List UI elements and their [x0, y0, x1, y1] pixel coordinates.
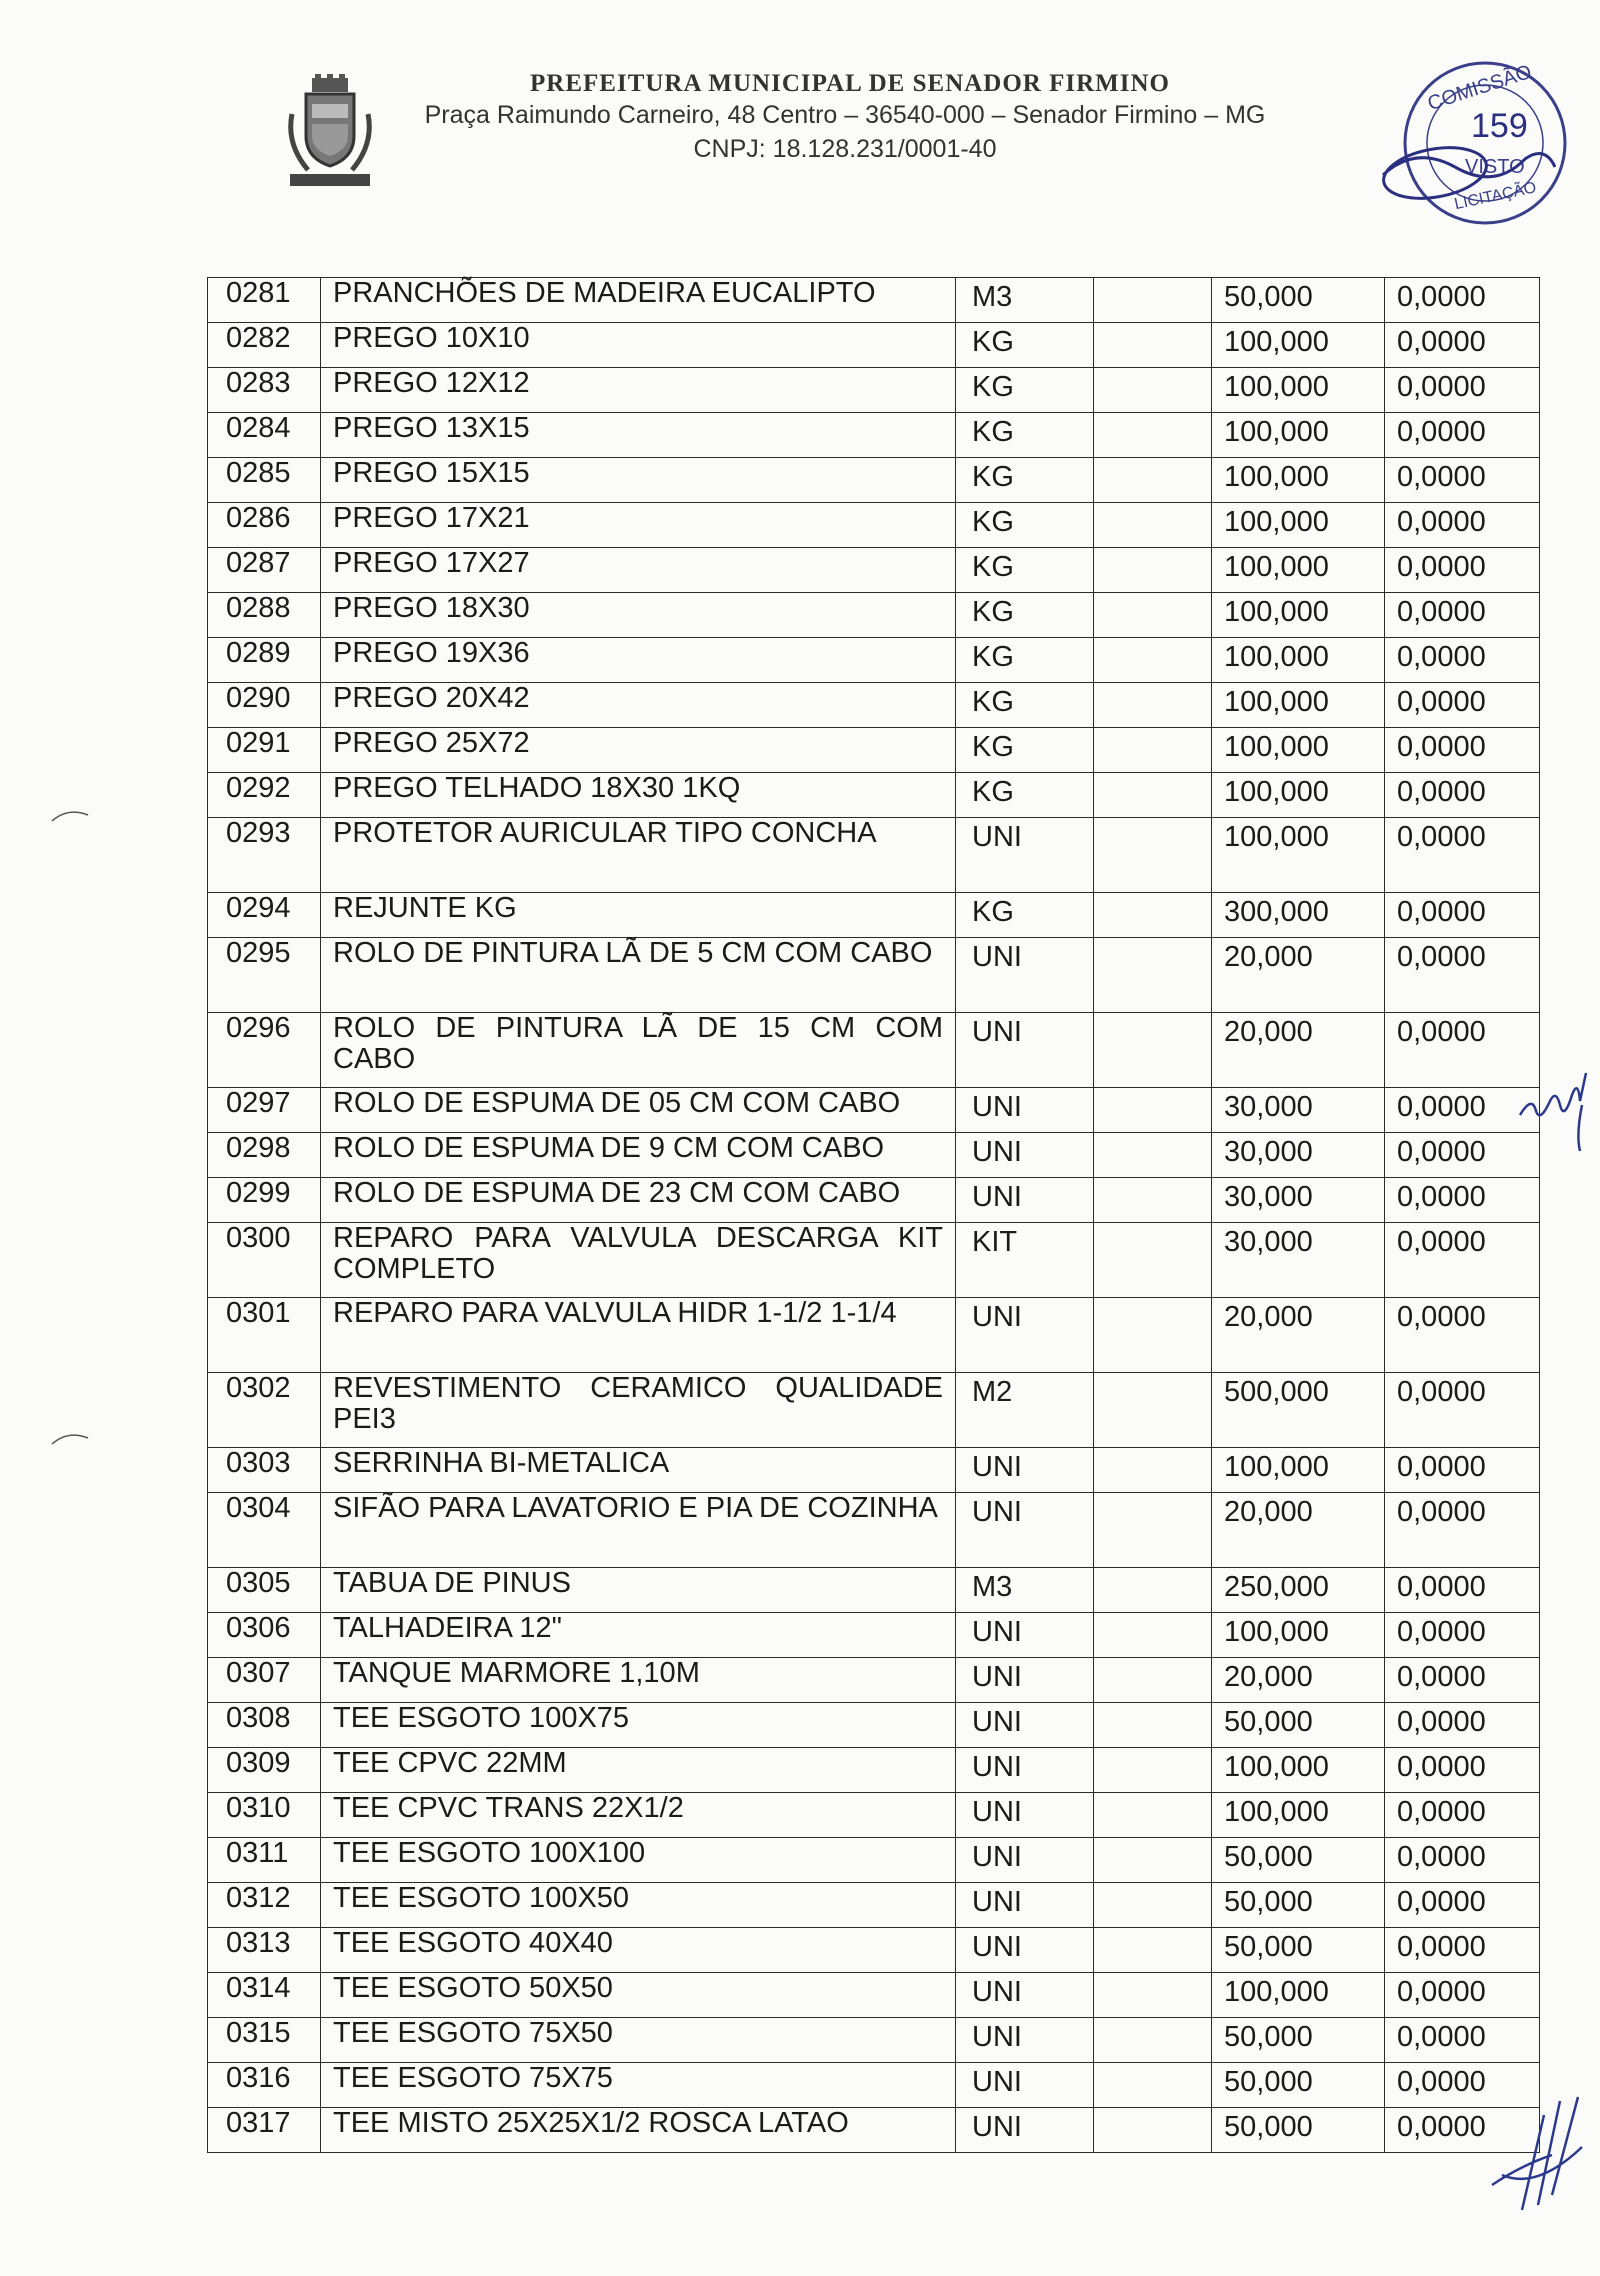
- item-unit-cell: KG: [956, 893, 1094, 938]
- item-price-cell: 0,0000: [1385, 323, 1540, 368]
- empty-cell: [1094, 1448, 1212, 1493]
- item-price-cell: 0,0000: [1385, 818, 1540, 893]
- item-quantity-cell: 50,000: [1212, 1703, 1385, 1748]
- table-row: [208, 1928, 1540, 1973]
- item-unit-cell: KIT: [956, 1223, 1094, 1298]
- item-quantity-cell: 100,000: [1212, 413, 1385, 458]
- item-price-cell: 0,0000: [1385, 2018, 1540, 2063]
- item-quantity-cell: 30,000: [1212, 1088, 1385, 1133]
- empty-cell: [1094, 683, 1212, 728]
- empty-cell: [1094, 2018, 1212, 2063]
- item-code-cell: 0284: [208, 413, 321, 458]
- item-description-cell: TEE CPVC TRANS 22X1/2: [321, 1793, 956, 1838]
- item-price-cell: 0,0000: [1385, 1838, 1540, 1883]
- table-row: [208, 278, 1540, 323]
- item-unit-cell: KG: [956, 773, 1094, 818]
- item-description-cell: PREGO TELHADO 18X30 1KQ: [321, 773, 956, 818]
- item-code-cell: 0316: [208, 2063, 321, 2108]
- item-price-cell: 0,0000: [1385, 938, 1540, 1013]
- item-quantity-cell: 100,000: [1212, 683, 1385, 728]
- table-row: [208, 368, 1540, 413]
- item-code-cell: 0281: [208, 278, 321, 323]
- table-row: [208, 1373, 1540, 1448]
- item-quantity-cell: 20,000: [1212, 1013, 1385, 1088]
- item-unit-cell: UNI: [956, 1658, 1094, 1703]
- item-quantity-cell: 250,000: [1212, 1568, 1385, 1613]
- item-description-cell: PREGO 17X27: [321, 548, 956, 593]
- table-row: [208, 893, 1540, 938]
- item-code-cell: 0293: [208, 818, 321, 893]
- item-description-cell: PREGO 25X72: [321, 728, 956, 773]
- item-unit-cell: UNI: [956, 2108, 1094, 2153]
- item-price-cell: 0,0000: [1385, 728, 1540, 773]
- empty-cell: [1094, 1298, 1212, 1373]
- item-unit-cell: KG: [956, 503, 1094, 548]
- table-row: [208, 1838, 1540, 1883]
- table-row: [208, 2063, 1540, 2108]
- empty-cell: [1094, 938, 1212, 1013]
- coat-of-arms-icon: [282, 74, 378, 192]
- item-unit-cell: UNI: [956, 938, 1094, 1013]
- item-quantity-cell: 50,000: [1212, 1838, 1385, 1883]
- empty-cell: [1094, 638, 1212, 683]
- address-line: Praça Raimundo Carneiro, 48 Centro – 36540-000 – Senador Firmino – MG: [424, 101, 1266, 129]
- item-description-cell: TEE ESGOTO 50X50: [321, 1973, 956, 2018]
- item-unit-cell: KG: [956, 323, 1094, 368]
- item-price-cell: 0,0000: [1385, 278, 1540, 323]
- table-row: [208, 1013, 1540, 1088]
- item-description-cell: PRANCHÕES DE MADEIRA EUCALIPTO: [321, 278, 956, 323]
- item-quantity-cell: 20,000: [1212, 1658, 1385, 1703]
- item-code-cell: 0311: [208, 1838, 321, 1883]
- empty-cell: [1094, 773, 1212, 818]
- item-unit-cell: UNI: [956, 1493, 1094, 1568]
- empty-cell: [1094, 1658, 1212, 1703]
- item-price-cell: 0,0000: [1385, 683, 1540, 728]
- table-row: [208, 323, 1540, 368]
- empty-cell: [1094, 1928, 1212, 1973]
- item-unit-cell: M2: [956, 1373, 1094, 1448]
- item-quantity-cell: 30,000: [1212, 1178, 1385, 1223]
- item-description-cell: PREGO 10X10: [321, 323, 956, 368]
- empty-cell: [1094, 548, 1212, 593]
- empty-cell: [1094, 893, 1212, 938]
- item-price-cell: 0,0000: [1385, 1883, 1540, 1928]
- item-price-cell: 0,0000: [1385, 593, 1540, 638]
- item-code-cell: 0302: [208, 1373, 321, 1448]
- item-code-cell: 0297: [208, 1088, 321, 1133]
- item-description-cell: TANQUE MARMORE 1,10M: [321, 1658, 956, 1703]
- empty-cell: [1094, 1178, 1212, 1223]
- item-unit-cell: KG: [956, 593, 1094, 638]
- item-quantity-cell: 30,000: [1212, 1133, 1385, 1178]
- item-price-cell: 0,0000: [1385, 368, 1540, 413]
- item-code-cell: 0301: [208, 1298, 321, 1373]
- item-unit-cell: UNI: [956, 1883, 1094, 1928]
- empty-cell: [1094, 728, 1212, 773]
- table-row: [208, 548, 1540, 593]
- item-quantity-cell: 100,000: [1212, 593, 1385, 638]
- item-code-cell: 0305: [208, 1568, 321, 1613]
- empty-cell: [1094, 368, 1212, 413]
- empty-cell: [1094, 818, 1212, 893]
- item-price-cell: 0,0000: [1385, 893, 1540, 938]
- item-price-cell: 0,0000: [1385, 1178, 1540, 1223]
- item-quantity-cell: 20,000: [1212, 1493, 1385, 1568]
- item-description-cell: TEE ESGOTO 100X100: [321, 1838, 956, 1883]
- item-quantity-cell: 100,000: [1212, 773, 1385, 818]
- item-description-cell: PREGO 20X42: [321, 683, 956, 728]
- item-quantity-cell: 100,000: [1212, 323, 1385, 368]
- item-description-cell: REPARO PARA VALVULA HIDR 1-1/2 1-1/4: [321, 1298, 956, 1373]
- empty-cell: [1094, 1703, 1212, 1748]
- item-description-cell: PREGO 12X12: [321, 368, 956, 413]
- empty-cell: [1094, 1088, 1212, 1133]
- letterhead: [0, 70, 1600, 166]
- table-row: [208, 773, 1540, 818]
- item-description-cell: TEE CPVC 22MM: [321, 1748, 956, 1793]
- item-price-cell: 0,0000: [1385, 1088, 1540, 1133]
- item-price-cell: 0,0000: [1385, 1793, 1540, 1838]
- item-unit-cell: KG: [956, 368, 1094, 413]
- table-row: [208, 1178, 1540, 1223]
- item-quantity-cell: 100,000: [1212, 458, 1385, 503]
- item-quantity-cell: 100,000: [1212, 728, 1385, 773]
- item-unit-cell: UNI: [956, 818, 1094, 893]
- item-code-cell: 0287: [208, 548, 321, 593]
- item-price-cell: 0,0000: [1385, 1658, 1540, 1703]
- empty-cell: [1094, 1223, 1212, 1298]
- item-code-cell: 0309: [208, 1748, 321, 1793]
- table-row: [208, 638, 1540, 683]
- item-price-cell: 0,0000: [1385, 2063, 1540, 2108]
- item-unit-cell: UNI: [956, 1748, 1094, 1793]
- item-description-cell: TALHADEIRA 12": [321, 1613, 956, 1658]
- item-code-cell: 0283: [208, 368, 321, 413]
- empty-cell: [1094, 1793, 1212, 1838]
- item-code-cell: 0295: [208, 938, 321, 1013]
- svg-text:159: 159: [1471, 107, 1528, 145]
- item-unit-cell: UNI: [956, 1088, 1094, 1133]
- item-code-cell: 0313: [208, 1928, 321, 1973]
- item-description-cell: ROLO DE PINTURA LÃ DE 15 CM COM CABO: [321, 1013, 956, 1088]
- item-unit-cell: UNI: [956, 2063, 1094, 2108]
- empty-cell: [1094, 413, 1212, 458]
- item-description-cell: TEE ESGOTO 75X50: [321, 2018, 956, 2063]
- item-code-cell: 0306: [208, 1613, 321, 1658]
- item-quantity-cell: 50,000: [1212, 2108, 1385, 2153]
- item-unit-cell: KG: [956, 458, 1094, 503]
- item-description-cell: REPARO PARA VALVULA DESCARGA KIT COMPLETO: [321, 1223, 956, 1298]
- item-price-cell: 0,0000: [1385, 1373, 1540, 1448]
- item-code-cell: 0312: [208, 1883, 321, 1928]
- empty-cell: [1094, 1613, 1212, 1658]
- items-table-body: [208, 278, 1540, 2153]
- empty-cell: [1094, 1973, 1212, 2018]
- item-code-cell: 0308: [208, 1703, 321, 1748]
- item-description-cell: TEE MISTO 25X25X1/2 ROSCA LATAO: [321, 2108, 956, 2153]
- item-description-cell: PREGO 13X15: [321, 413, 956, 458]
- table-row: [208, 1793, 1540, 1838]
- item-description-cell: ROLO DE PINTURA LÃ DE 5 CM COM CABO: [321, 938, 956, 1013]
- table-row: [208, 1223, 1540, 1298]
- table-row: [208, 2018, 1540, 2063]
- item-quantity-cell: 50,000: [1212, 1883, 1385, 1928]
- svg-text:COMISSÃO: COMISSÃO: [1424, 60, 1535, 116]
- item-unit-cell: UNI: [956, 1613, 1094, 1658]
- item-description-cell: ROLO DE ESPUMA DE 9 CM COM CABO: [321, 1133, 956, 1178]
- item-price-cell: 0,0000: [1385, 773, 1540, 818]
- item-unit-cell: UNI: [956, 1178, 1094, 1223]
- item-code-cell: 0286: [208, 503, 321, 548]
- item-code-cell: 0304: [208, 1493, 321, 1568]
- item-price-cell: 0,0000: [1385, 638, 1540, 683]
- item-unit-cell: KG: [956, 548, 1094, 593]
- empty-cell: [1094, 1568, 1212, 1613]
- table-row: [208, 1973, 1540, 2018]
- item-quantity-cell: 500,000: [1212, 1373, 1385, 1448]
- item-quantity-cell: 100,000: [1212, 503, 1385, 548]
- item-code-cell: 0282: [208, 323, 321, 368]
- item-quantity-cell: 50,000: [1212, 278, 1385, 323]
- item-price-cell: 0,0000: [1385, 1568, 1540, 1613]
- item-code-cell: 0285: [208, 458, 321, 503]
- empty-cell: [1094, 1493, 1212, 1568]
- item-quantity-cell: 50,000: [1212, 1928, 1385, 1973]
- item-description-cell: TEE ESGOTO 100X50: [321, 1883, 956, 1928]
- empty-cell: [1094, 1013, 1212, 1088]
- item-description-cell: PREGO 19X36: [321, 638, 956, 683]
- empty-cell: [1094, 1883, 1212, 1928]
- item-description-cell: PREGO 15X15: [321, 458, 956, 503]
- item-unit-cell: UNI: [956, 2018, 1094, 2063]
- item-description-cell: TEE ESGOTO 100X75: [321, 1703, 956, 1748]
- empty-cell: [1094, 1838, 1212, 1883]
- item-unit-cell: M3: [956, 278, 1094, 323]
- table-row: [208, 1613, 1540, 1658]
- item-description-cell: REJUNTE KG: [321, 893, 956, 938]
- table-row: [208, 1658, 1540, 1703]
- item-description-cell: TABUA DE PINUS: [321, 1568, 956, 1613]
- item-price-cell: 0,0000: [1385, 458, 1540, 503]
- empty-cell: [1094, 278, 1212, 323]
- item-quantity-cell: 100,000: [1212, 368, 1385, 413]
- item-description-cell: PROTETOR AURICULAR TIPO CONCHA: [321, 818, 956, 893]
- item-description-cell: ROLO DE ESPUMA DE 05 CM COM CABO: [321, 1088, 956, 1133]
- table-row: [208, 593, 1540, 638]
- item-quantity-cell: 300,000: [1212, 893, 1385, 938]
- item-code-cell: 0292: [208, 773, 321, 818]
- table-row: [208, 728, 1540, 773]
- table-row: [208, 1883, 1540, 1928]
- item-quantity-cell: 20,000: [1212, 1298, 1385, 1373]
- item-unit-cell: KG: [956, 728, 1094, 773]
- table-row: [208, 938, 1540, 1013]
- item-quantity-cell: 30,000: [1212, 1223, 1385, 1298]
- item-unit-cell: UNI: [956, 1703, 1094, 1748]
- item-price-cell: 0,0000: [1385, 1973, 1540, 2018]
- empty-cell: [1094, 1748, 1212, 1793]
- table-row: [208, 818, 1540, 893]
- item-price-cell: 0,0000: [1385, 413, 1540, 458]
- table-row: [208, 1448, 1540, 1493]
- item-price-cell: 0,0000: [1385, 1493, 1540, 1568]
- item-price-cell: 0,0000: [1385, 1613, 1540, 1658]
- empty-cell: [1094, 2108, 1212, 2153]
- item-quantity-cell: 100,000: [1212, 1613, 1385, 1658]
- item-code-cell: 0299: [208, 1178, 321, 1223]
- table-row: [208, 683, 1540, 728]
- item-price-cell: 0,0000: [1385, 1928, 1540, 1973]
- commission-stamp-icon: [1375, 55, 1580, 230]
- svg-text:VISTO: VISTO: [1465, 156, 1525, 178]
- item-price-cell: 0,0000: [1385, 1298, 1540, 1373]
- item-code-cell: 0303: [208, 1448, 321, 1493]
- item-unit-cell: KG: [956, 638, 1094, 683]
- table-row: [208, 503, 1540, 548]
- item-quantity-cell: 100,000: [1212, 1448, 1385, 1493]
- table-row: [208, 1703, 1540, 1748]
- item-price-cell: 0,0000: [1385, 1703, 1540, 1748]
- item-price-cell: 0,0000: [1385, 1448, 1540, 1493]
- item-unit-cell: UNI: [956, 1013, 1094, 1088]
- svg-text:LICITAÇÃO: LICITAÇÃO: [1452, 179, 1538, 214]
- item-description-cell: ROLO DE ESPUMA DE 23 CM COM CABO: [321, 1178, 956, 1223]
- table-row: [208, 2108, 1540, 2153]
- item-quantity-cell: 50,000: [1212, 2063, 1385, 2108]
- margin-mark-icon: [50, 805, 90, 825]
- item-code-cell: 0296: [208, 1013, 321, 1088]
- item-code-cell: 0307: [208, 1658, 321, 1703]
- item-quantity-cell: 100,000: [1212, 1748, 1385, 1793]
- item-quantity-cell: 100,000: [1212, 1973, 1385, 2018]
- table-row: [208, 1568, 1540, 1613]
- item-unit-cell: UNI: [956, 1973, 1094, 2018]
- item-unit-cell: UNI: [956, 1448, 1094, 1493]
- item-code-cell: 0288: [208, 593, 321, 638]
- empty-cell: [1094, 2063, 1212, 2108]
- item-code-cell: 0300: [208, 1223, 321, 1298]
- item-description-cell: TEE ESGOTO 75X75: [321, 2063, 956, 2108]
- item-description-cell: PREGO 18X30: [321, 593, 956, 638]
- initials-signature-icon: [1516, 1065, 1596, 1155]
- item-quantity-cell: 100,000: [1212, 818, 1385, 893]
- table-row: [208, 413, 1540, 458]
- empty-cell: [1094, 458, 1212, 503]
- item-code-cell: 0315: [208, 2018, 321, 2063]
- item-price-cell: 0,0000: [1385, 1223, 1540, 1298]
- item-unit-cell: UNI: [956, 1928, 1094, 1973]
- cnpj-line: CNPJ: 18.128.231/0001-40: [693, 135, 997, 163]
- item-price-cell: 0,0000: [1385, 1013, 1540, 1088]
- item-price-cell: 0,0000: [1385, 1133, 1540, 1178]
- margin-mark-icon: [50, 1428, 90, 1448]
- item-unit-cell: UNI: [956, 1133, 1094, 1178]
- item-code-cell: 0314: [208, 1973, 321, 2018]
- empty-cell: [1094, 323, 1212, 368]
- item-code-cell: 0310: [208, 1793, 321, 1838]
- item-description-cell: SERRINHA BI-METALICA: [321, 1448, 956, 1493]
- item-unit-cell: KG: [956, 683, 1094, 728]
- item-quantity-cell: 100,000: [1212, 1793, 1385, 1838]
- item-description-cell: TEE ESGOTO 40X40: [321, 1928, 956, 1973]
- item-description-cell: SIFÃO PARA LAVATORIO E PIA DE COZINHA: [321, 1493, 956, 1568]
- empty-cell: [1094, 1373, 1212, 1448]
- empty-cell: [1094, 1133, 1212, 1178]
- municipality-title: PREFEITURA MUNICIPAL DE SENADOR FIRMINO: [530, 70, 1170, 97]
- item-unit-cell: UNI: [956, 1298, 1094, 1373]
- item-quantity-cell: 100,000: [1212, 548, 1385, 593]
- item-code-cell: 0294: [208, 893, 321, 938]
- item-quantity-cell: 50,000: [1212, 2018, 1385, 2063]
- item-code-cell: 0290: [208, 683, 321, 728]
- item-price-cell: 0,0000: [1385, 548, 1540, 593]
- table-row: [208, 1298, 1540, 1373]
- table-row: [208, 458, 1540, 503]
- table-row: [208, 1088, 1540, 1133]
- empty-cell: [1094, 503, 1212, 548]
- item-unit-cell: UNI: [956, 1838, 1094, 1883]
- item-unit-cell: M3: [956, 1568, 1094, 1613]
- table-row: [208, 1493, 1540, 1568]
- item-description-cell: REVESTIMENTO CERAMICO QUALIDADE PEI3: [321, 1373, 956, 1448]
- item-price-cell: 0,0000: [1385, 2108, 1540, 2153]
- empty-cell: [1094, 593, 1212, 638]
- item-unit-cell: KG: [956, 413, 1094, 458]
- item-description-cell: PREGO 17X21: [321, 503, 956, 548]
- item-code-cell: 0291: [208, 728, 321, 773]
- item-quantity-cell: 20,000: [1212, 938, 1385, 1013]
- item-code-cell: 0298: [208, 1133, 321, 1178]
- item-quantity-cell: 100,000: [1212, 638, 1385, 683]
- table-row: [208, 1748, 1540, 1793]
- item-price-cell: 0,0000: [1385, 1748, 1540, 1793]
- signature-icon: [1482, 2095, 1592, 2220]
- item-unit-cell: UNI: [956, 1793, 1094, 1838]
- items-table: [207, 277, 1540, 2153]
- item-code-cell: 0289: [208, 638, 321, 683]
- item-code-cell: 0317: [208, 2108, 321, 2153]
- item-price-cell: 0,0000: [1385, 503, 1540, 548]
- table-row: [208, 1133, 1540, 1178]
